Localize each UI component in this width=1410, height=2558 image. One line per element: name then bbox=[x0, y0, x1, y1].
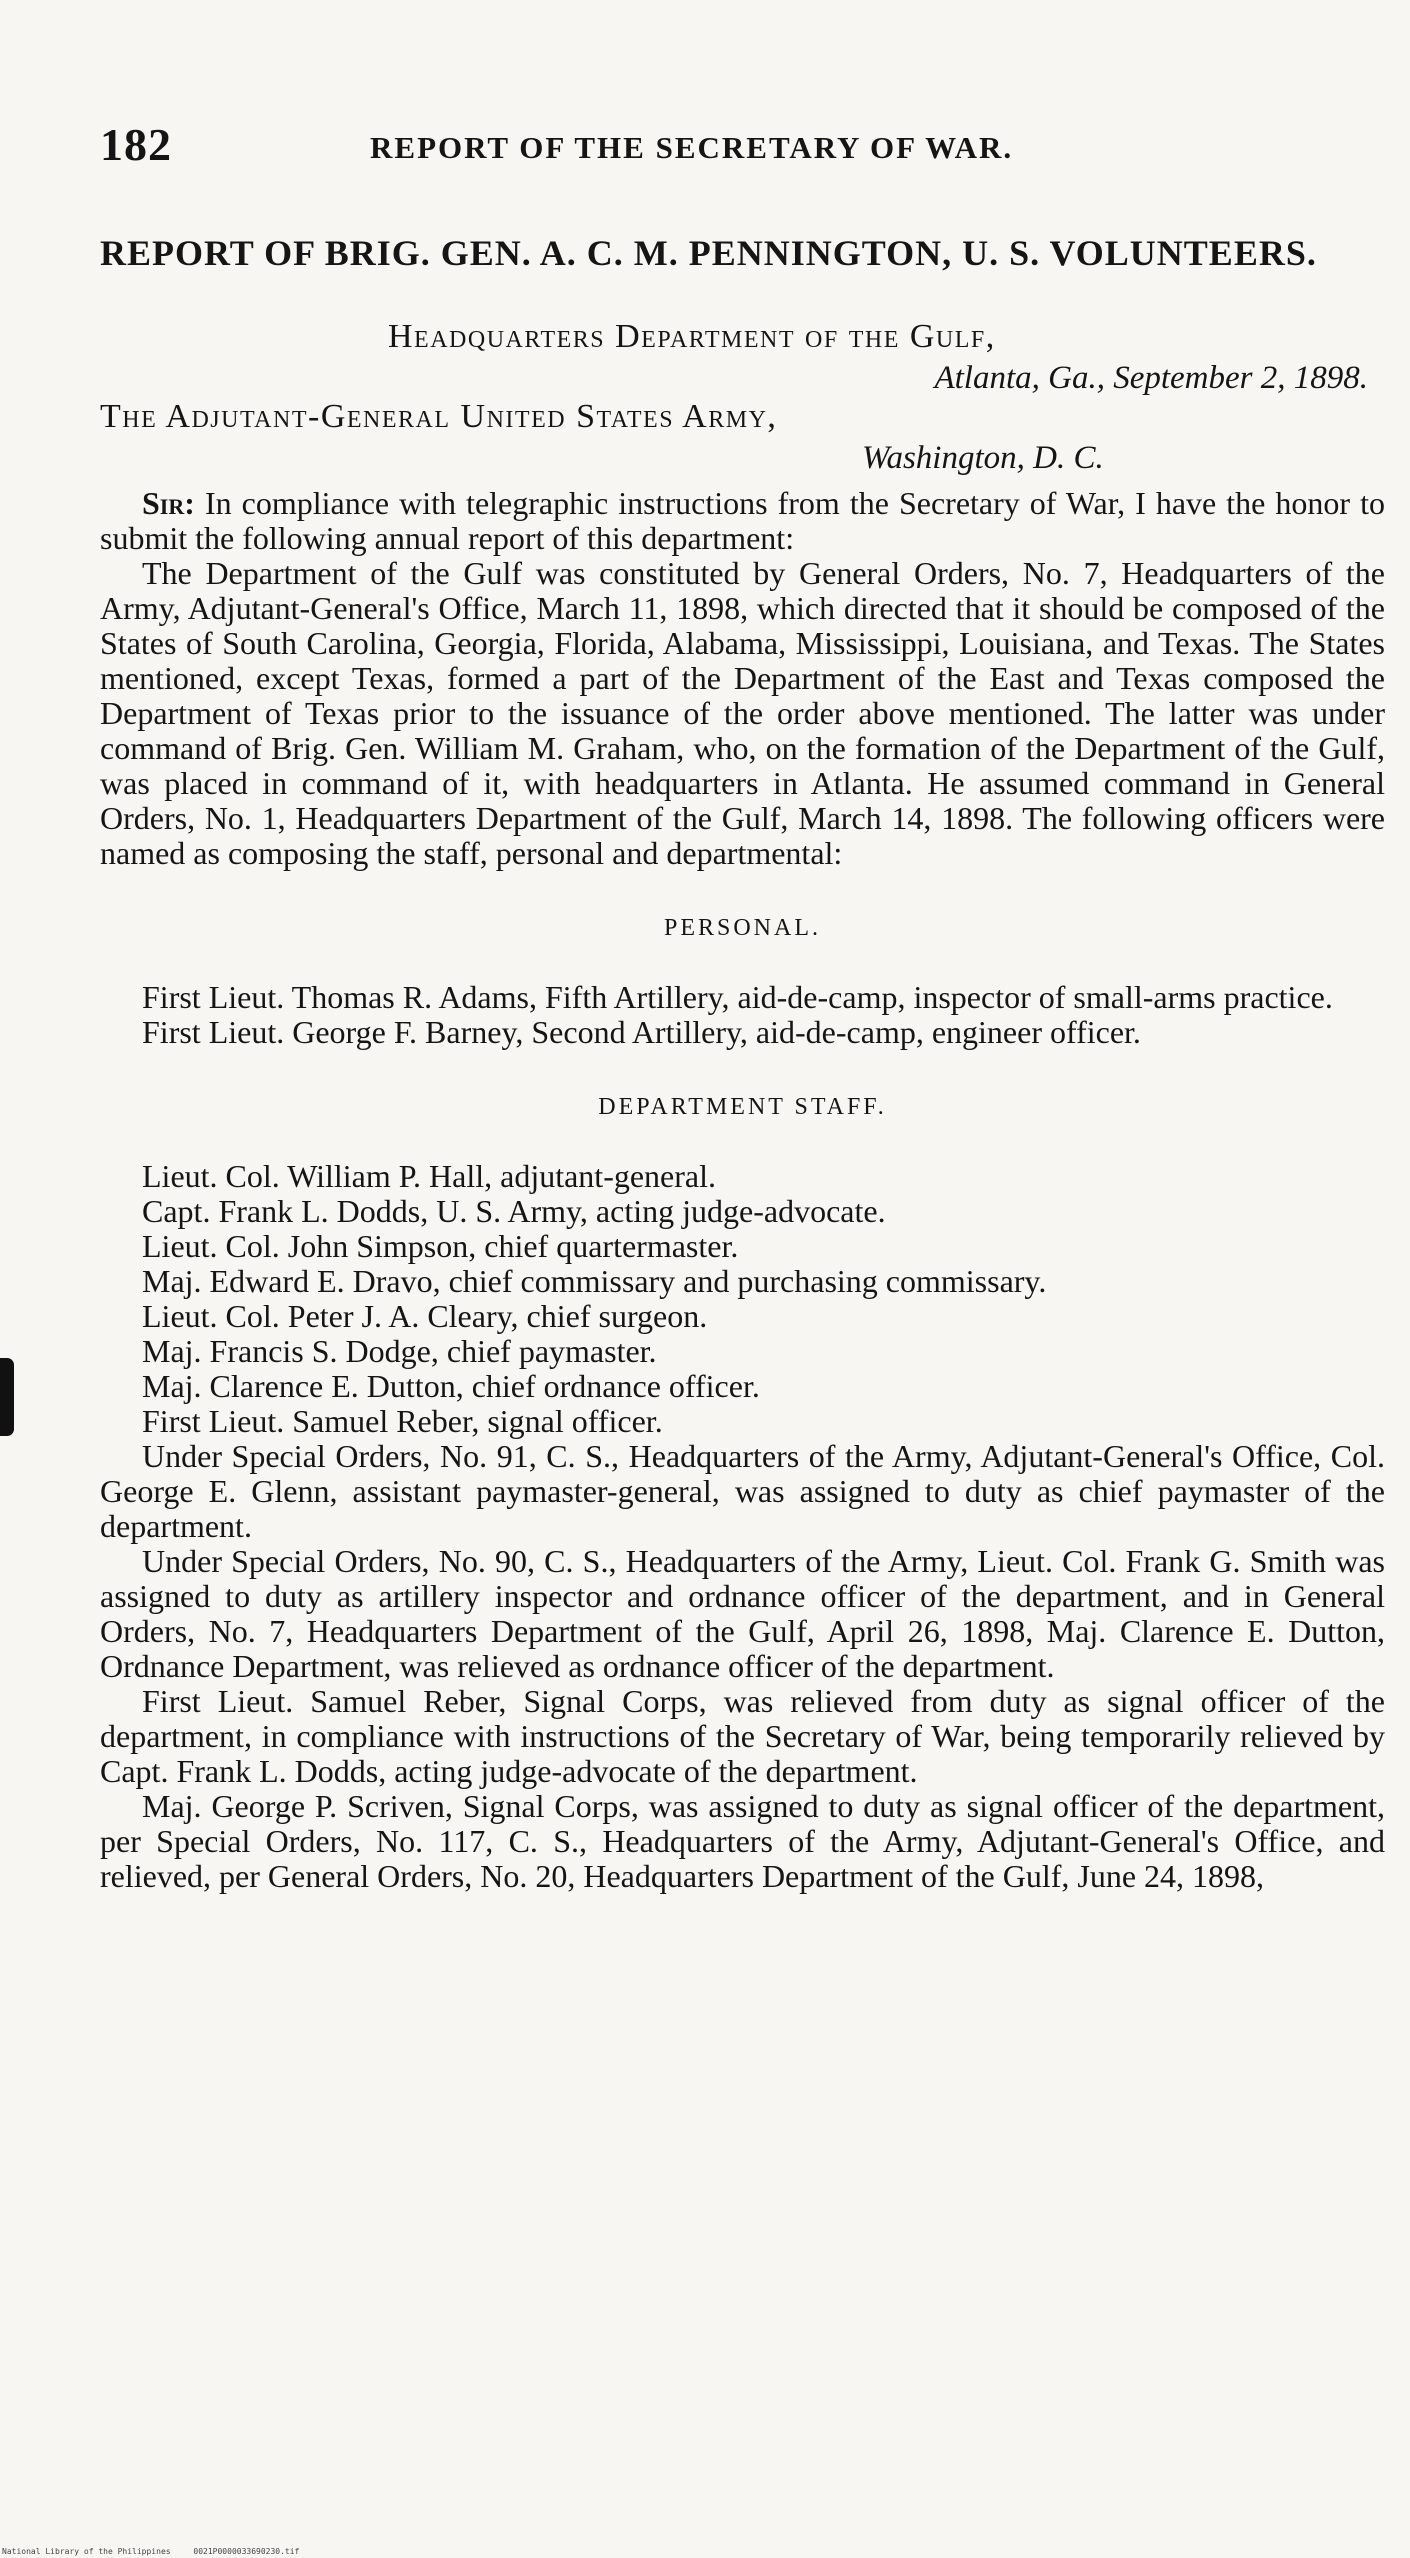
department-staff-item: Maj. Francis S. Dodge, chief paymaster. bbox=[142, 1333, 657, 1369]
department-staff-item: Lieut. Col. William P. Hall, adjutant-general. bbox=[142, 1158, 716, 1194]
department-staff-item: Maj. Clarence E. Dutton, chief ordnance officer. bbox=[142, 1368, 760, 1404]
department-staff-list bbox=[100, 1159, 1385, 1439]
letterhead-place-date: Atlanta, Ga., September 2, 1898. bbox=[934, 360, 1368, 396]
running-head: REPORT OF THE SECRETARY OF WAR. bbox=[370, 130, 1014, 165]
closing-paragraph: Under Special Orders, No. 90, C. S., Headquarters of the Army, Lieut. Col. Frank G. Smith was assigned to duty as artillery inspector and ordnance officer of the department, and in General Orders, No. 7, Headquarters Department of the Gulf, April 26, 1898, Maj. Clarence E. Dutton, Ordnance Department, was relieved as ordnance officer of the department. bbox=[100, 1543, 1385, 1684]
letterhead-headquarters: Headquarters Department of the Gulf, bbox=[388, 318, 996, 355]
salutation: Sir: bbox=[142, 485, 195, 521]
department-staff-item: Lieut. Col. Peter J. A. Cleary, chief surgeon. bbox=[142, 1298, 708, 1334]
report-title: REPORT OF BRIG. GEN. A. C. M. PENNINGTON, U. S. VOLUNTEERS. bbox=[100, 233, 1317, 273]
department-staff-item: Lieut. Col. John Simpson, chief quartermaster. bbox=[142, 1228, 739, 1264]
opening-paragraph-text: In compliance with telegraphic instructions from the Secretary of War, I have the honor to submit the following annual report of this department: bbox=[100, 485, 1385, 556]
scan-edge-mark bbox=[0, 1358, 14, 1436]
department-paragraph: The Department of the Gulf was constituted by General Orders, No. 7, Headquarters of the Army, Adjutant-General's Office, March 11, 1898, which directed that it should be composed of the States of South Carolina, Georgia, Florida, Alabama, Mississippi, Louisiana, and Texas. The States mentioned, except Texas, formed a part of the Department of the East and Texas composed the Department of Texas prior to the issuance of the order above mentioned. The latter was under command of Brig. Gen. William M. Graham, who, on the formation of the Department of the Gulf, was placed in command of it, with headquarters in Atlanta. He assumed command in General Orders, No. 1, Headquarters Department of the Gulf, March 14, 1898. The following officers were named as composing the staff, personal and departmental: bbox=[100, 555, 1385, 871]
closing-paragraph: First Lieut. Samuel Reber, Signal Corps, was relieved from duty as signal officer of the department, in compliance with instructions of the Secretary of War, being temporarily relieved by Capt. Frank L. Dodds, acting judge-advocate of the department. bbox=[100, 1683, 1385, 1789]
department-staff-heading: DEPARTMENT STAFF. bbox=[598, 1094, 887, 1120]
opening-paragraph bbox=[100, 486, 1385, 556]
page-number: 182 bbox=[100, 119, 172, 170]
personal-heading: PERSONAL. bbox=[663, 915, 822, 941]
footer-library: National Library of the Philippines bbox=[2, 2547, 171, 2556]
footer-file-id: 0021P0000033690230.tif bbox=[193, 2547, 300, 2556]
department-staff-item: Capt. Frank L. Dodds, U. S. Army, acting judge-advocate. bbox=[142, 1193, 886, 1229]
report-body bbox=[100, 486, 1385, 1894]
scan-footer bbox=[2, 2547, 317, 2556]
department-staff-item: Maj. Edward E. Dravo, chief commissary and purchasing commissary. bbox=[142, 1263, 1047, 1299]
personal-staff-item: First Lieut. George F. Barney, Second Artillery, aid-de-camp, engineer officer. bbox=[142, 1014, 1141, 1050]
addressee-name: The Adjutant-General United States Army, bbox=[100, 398, 778, 435]
department-staff-item: First Lieut. Samuel Reber, signal officer. bbox=[142, 1403, 663, 1439]
closing-paragraph: Under Special Orders, No. 91, C. S., Headquarters of the Army, Adjutant-General's Office, Col. George E. Glenn, assistant paymaster-general, was assigned to duty as chief paymaster of the department. bbox=[100, 1438, 1385, 1544]
personal-staff-item: First Lieut. Thomas R. Adams, Fifth Artillery, aid-de-camp, inspector of small-arms practice. bbox=[142, 979, 1333, 1015]
closing-paragraph: Maj. George P. Scriven, Signal Corps, was assigned to duty as signal officer of the department, per Special Orders, No. 117, C. S., Headquarters of the Army, Adjutant-General's Office, and relieved, per General Orders, No. 20, Headquarters Department of the Gulf, June 24, 1898, bbox=[100, 1788, 1385, 1894]
addressee-location: Washington, D. C. bbox=[862, 440, 1104, 476]
